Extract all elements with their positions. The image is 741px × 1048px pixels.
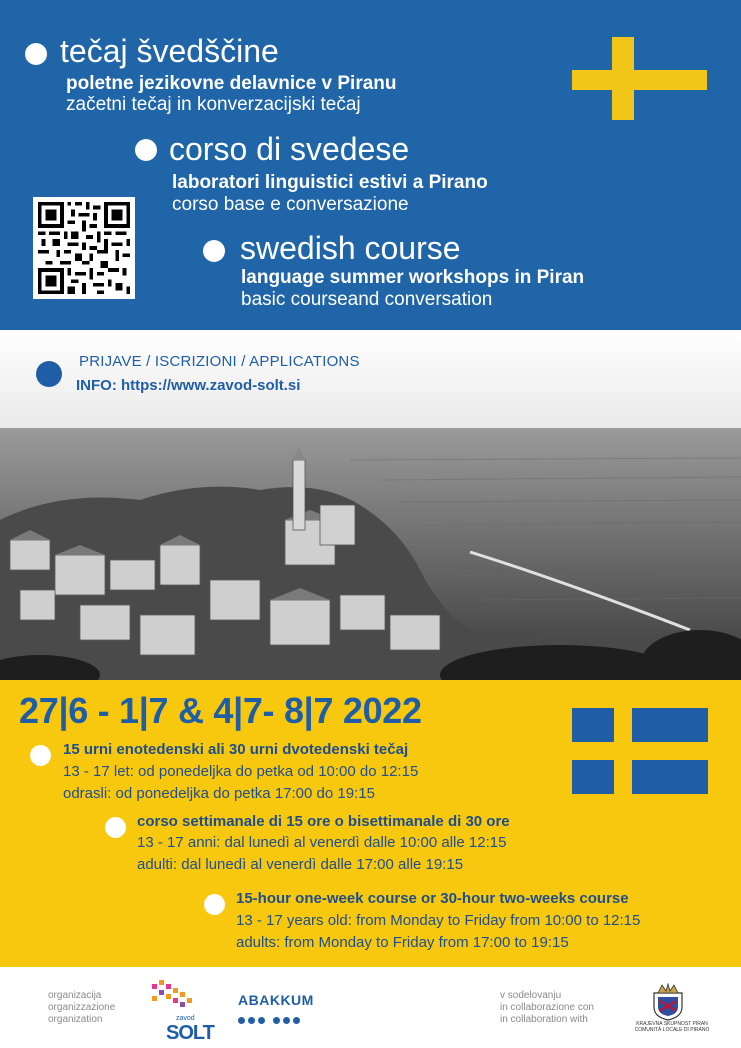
subtitle-bold-english: language summer workshops in Piran	[241, 267, 585, 288]
abakkum-dots-icon	[238, 1011, 303, 1029]
schedule-line1-slovene: 13 - 17 let: od ponedeljka do petka od 10:00 do 12:15	[63, 763, 419, 780]
subtitle-italian: corso base e conversazione	[172, 194, 409, 215]
title-english: swedish course	[240, 230, 461, 266]
solt-wordmark: SOLT	[166, 1022, 214, 1044]
collaboration-label: v sodelovanju in collaborazione con in collaboration with	[500, 990, 594, 1025]
schedule-heading-english: 15-hour one-week course or 30-hour two-weeks course	[236, 890, 629, 907]
crest-caption: KRAJEVNA SKUPNOST PIRAN COMUNITÀ LOCALE DI PIRANO	[634, 1021, 710, 1033]
title-italian: corso di svedese	[169, 131, 410, 167]
schedule-line1-english: 13 - 17 years old: from Monday to Friday from 10:00 to 12:15	[236, 912, 641, 929]
bullet-dot	[204, 894, 225, 915]
bullet-dot	[30, 745, 51, 766]
qr-code-icon[interactable]	[33, 197, 135, 299]
solt-label: zavod	[176, 1015, 195, 1022]
abakkum-logo: ABAKKUM	[238, 992, 314, 1008]
organization-label: organizacija organizzazione organization	[48, 990, 116, 1025]
schedule-heading-slovene: 15 urni enotedenski ali 30 urni dvotedenski tečaj	[63, 741, 409, 758]
bullet-dot	[203, 240, 225, 262]
subtitle-english: basic courseand conversation	[241, 289, 493, 310]
info-link[interactable]: INFO: https://www.zavod-solt.si	[76, 377, 301, 394]
schedule-line2-italian: adulti: dal lunedì al venerdì dalle 17:00 alle 19:15	[137, 856, 464, 873]
subtitle-slovene: začetni tečaj in konverzacijski tečaj	[66, 94, 361, 115]
subtitle-bold-slovene: poletne jezikovne delavnice v Piranu	[66, 73, 397, 94]
coat-of-arms-icon	[650, 983, 686, 1021]
schedule-line1-italian: 13 - 17 anni: dal lunedì al venerdì dalle 10:00 alle 12:15	[137, 834, 507, 851]
subtitle-bold-italian: laboratori linguistici estivi a Pirano	[172, 172, 488, 193]
title-slovene: tečaj švedščine	[60, 33, 279, 69]
schedule-line2-slovene: odrasli: od ponedeljka do petka 17:00 do 19:15	[63, 785, 375, 802]
bullet-dot	[25, 43, 47, 65]
bullet-dot	[135, 139, 157, 161]
schedule-heading-italian: corso settimanale di 15 ore o bisettimanale di 30 ore	[137, 813, 510, 830]
course-dates: 27|6 - 1|7 & 4|7- 8|7 2022	[19, 690, 422, 731]
bullet-dot	[105, 817, 126, 838]
info-bullet-dot	[36, 361, 62, 387]
solt-pixel-icon	[148, 978, 208, 1018]
schedule-line2-english: adults: from Monday to Friday from 17:00 to 19:15	[236, 934, 569, 951]
applications-label: PRIJAVE / ISCRIZIONI / APPLICATIONS	[79, 353, 360, 370]
